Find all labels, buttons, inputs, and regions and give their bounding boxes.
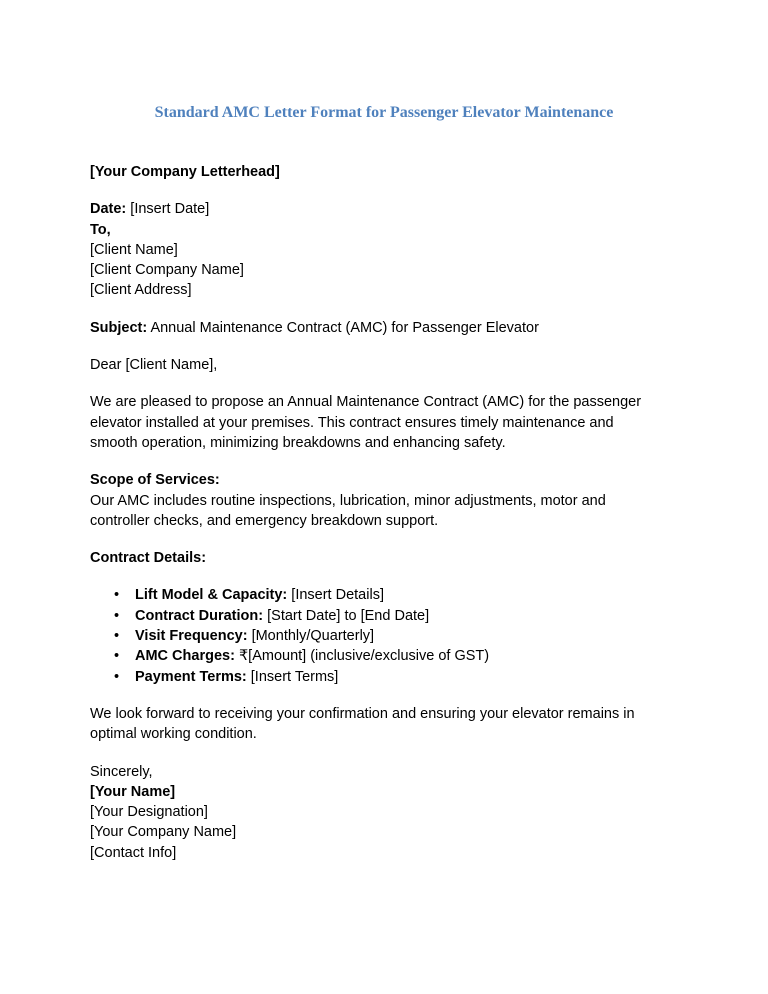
intro-line-1: We are pleased to propose an Annual Maintenance Contract (AMC) for the passenger <box>90 394 642 411</box>
intro-line-3: smooth operation, minimizing breakdowns and enhancing safety. <box>90 434 506 451</box>
date-label: Date: <box>90 201 127 218</box>
bullet-icon: • <box>114 607 120 624</box>
signer-company: [Your Company Name] <box>90 824 237 841</box>
contract-heading: Contract Details: <box>90 550 207 567</box>
document-title: Standard AMC Letter Format for Passenger Elevator Maintenance <box>154 104 614 121</box>
scope-heading: Scope of Services: <box>90 472 220 489</box>
list-item <box>90 667 680 687</box>
client-address: [Client Address] <box>90 282 192 299</box>
list-item <box>90 606 680 626</box>
letterhead-placeholder: [Your Company Letterhead] <box>90 164 280 180</box>
scope-line-1: Our AMC includes routine inspections, lubrication, minor adjustments, motor and <box>90 492 606 509</box>
date-value: [Insert Date] <box>130 201 210 218</box>
bullet-icon: • <box>114 587 120 604</box>
bullet-icon: • <box>114 668 120 685</box>
detail-value: ₹[Amount] (inclusive/exclusive of GST) <box>238 648 490 665</box>
detail-label: Payment Terms: <box>135 668 247 685</box>
contract-details-list <box>90 585 680 686</box>
letter-body <box>90 162 680 863</box>
detail-value: [Insert Details] <box>291 587 384 604</box>
subject-line <box>90 318 680 338</box>
list-item <box>90 646 680 666</box>
list-item <box>90 585 680 605</box>
list-item <box>90 626 680 646</box>
subject-label: Subject: <box>90 319 148 336</box>
detail-label: Visit Frequency: <box>135 628 248 645</box>
intro-line-2: elevator installed at your premises. This contract ensures timely maintenance and <box>90 414 614 431</box>
detail-label: Contract Duration: <box>135 607 264 624</box>
subject-value: Annual Maintenance Contract (AMC) for Passenger Elevator <box>150 319 539 336</box>
detail-label: AMC Charges: <box>135 648 235 665</box>
bullet-icon: • <box>114 648 120 665</box>
bullet-icon: • <box>114 628 120 645</box>
detail-label: Lift Model & Capacity: <box>135 587 288 604</box>
signer-name: [Your Name] <box>90 783 176 800</box>
salutation: Dear [Client Name], <box>90 357 218 374</box>
valediction: Sincerely, <box>90 763 153 780</box>
closing-line-1: We look forward to receiving your confirmation and ensuring your elevator remains in <box>90 705 635 722</box>
client-name: [Client Name] <box>90 241 178 258</box>
date-line <box>90 199 680 219</box>
detail-value: [Start Date] to [End Date] <box>267 607 430 624</box>
to-label: To, <box>90 221 111 238</box>
detail-value: [Insert Terms] <box>250 668 339 685</box>
detail-value: [Monthly/Quarterly] <box>251 628 375 645</box>
closing-line-2: optimal working condition. <box>90 726 257 743</box>
scope-line-2: controller checks, and emergency breakdown support. <box>90 512 439 529</box>
signer-contact: [Contact Info] <box>90 844 177 861</box>
signer-designation: [Your Designation] <box>90 804 208 821</box>
client-company: [Client Company Name] <box>90 262 244 279</box>
